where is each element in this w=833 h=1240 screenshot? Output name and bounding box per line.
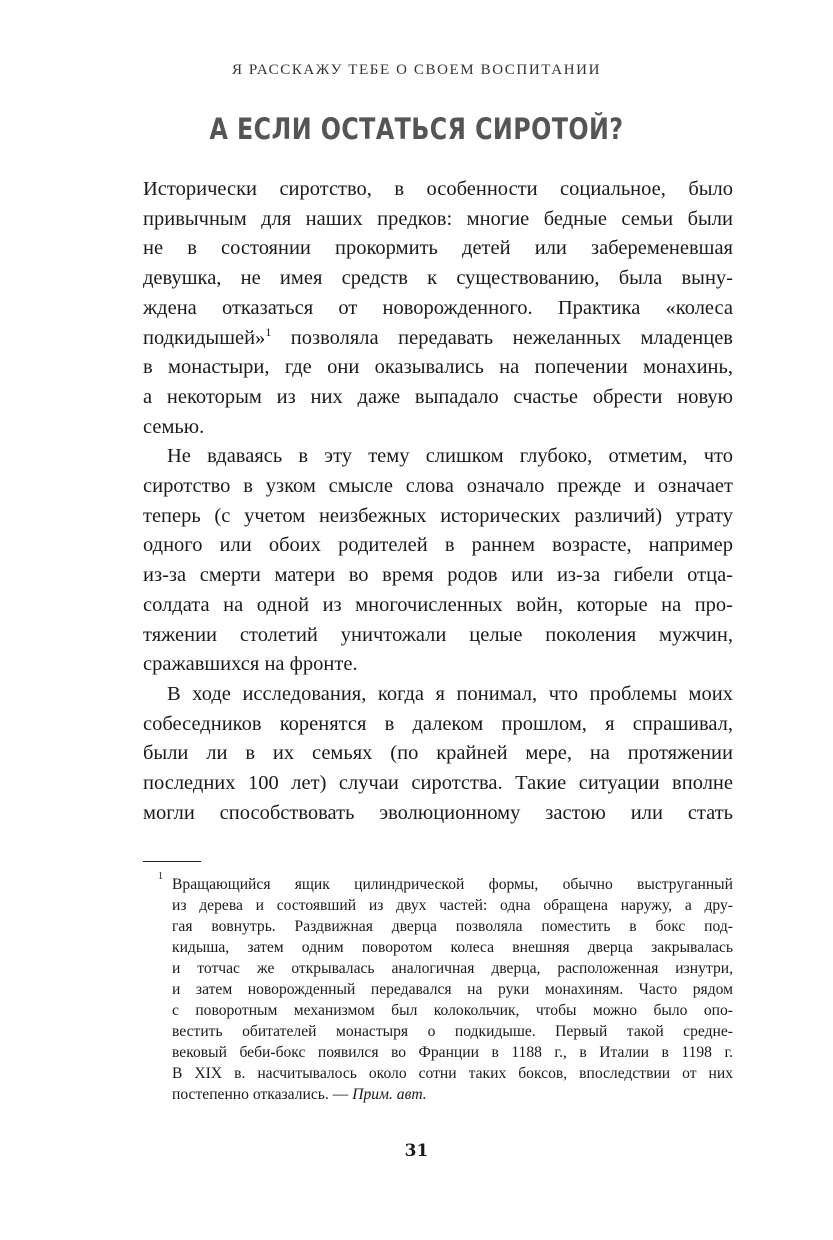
body-text bbox=[143, 175, 733, 828]
text-line: ждена отказаться от новорожденного. Практика «колеса bbox=[143, 296, 733, 319]
footnote-line: Вращающийся ящик цилиндрической формы, обычно выструганный bbox=[172, 876, 733, 893]
text-line: из-за смерти матери во время родов или из-за гибели отца- bbox=[143, 564, 733, 587]
text-line: подкидышей»$^1$ позволяла передавать нежеланных младенцев bbox=[143, 324, 733, 349]
text-line: собеседников коренятся в далеком прошлом, я спрашивал, bbox=[143, 712, 733, 735]
footnote-line: и затем новорожденный передавался на руки монахиням. Часто рядом bbox=[172, 981, 733, 998]
paragraph bbox=[143, 175, 733, 442]
footnote-line: кидыша, затем одним поворотом колеса внешняя дверца закрывалась bbox=[172, 939, 733, 956]
text-line: тяжении столетий уничтожали целые поколения мужчин, bbox=[143, 623, 733, 646]
text-line: последних 100 лет) случаи сиротства. Такие ситуации вполне bbox=[143, 772, 733, 795]
footnote bbox=[158, 871, 733, 1105]
footnote-line: вестить обитателей монастыря о подкидыше. Первый такой средне- bbox=[172, 1023, 733, 1040]
footnote-reference[interactable]: 1 bbox=[265, 324, 272, 339]
paragraph bbox=[143, 680, 733, 829]
running-head: Я РАССКАЖУ ТЕБЕ О СВОЕМ ВОСПИТАНИИ bbox=[231, 62, 602, 78]
footnote-mark: 1 bbox=[158, 871, 163, 882]
footnote-line: В XIX в. насчитывалось около сотни таких боксов, впоследствии от них bbox=[172, 1065, 733, 1082]
text-line: солдата на одной из многочисленных войн, которые на про- bbox=[143, 593, 733, 616]
text-line: в монастыри, где они оказывались на попечении монахинь, bbox=[143, 356, 733, 379]
text-line: Не вдаваясь в эту тему слишком глубоко, отметим, что bbox=[167, 445, 733, 468]
text-line: были ли в их семьях (по крайней мере, на протяжении bbox=[143, 742, 733, 765]
chapter-title: А ЕСЛИ ОСТАТЬСЯ СИРОТОЙ? bbox=[209, 112, 624, 146]
page-number: 31 bbox=[404, 1141, 429, 1161]
text-line: сражавшихся на фронте. bbox=[143, 653, 358, 676]
text-line: а некоторым из них даже выпадало счастье обрести новую bbox=[143, 385, 733, 408]
text-line: сиротство в узком смысле слова означало прежде и означает bbox=[143, 475, 733, 498]
text-line: теперь (с учетом неизбежных исторических различий) утрату bbox=[143, 504, 733, 527]
text-line: могли способствовать эволюционному застою или стать bbox=[143, 801, 733, 824]
text-line: не в состоянии прокормить детей или забеременевшая bbox=[143, 237, 733, 260]
author-note-label: Прим. авт. bbox=[352, 1086, 427, 1103]
footnote-line: постепенно отказались. — Прим. авт. bbox=[172, 1086, 427, 1103]
text-line: Исторически сиротство, в особенности социальное, было bbox=[143, 178, 733, 200]
text-line: В ходе исследования, когда я понимал, что проблемы моих bbox=[167, 682, 733, 705]
footnote-line: вековый беби-бокс появился во Франции в 1188 г., в Италии в 1198 г. bbox=[172, 1044, 733, 1061]
footnote-line: гая вовнутрь. Раздвижная дверца позволяла поместить в бокс под- bbox=[172, 918, 733, 935]
text-line: одного или обоих родителей в раннем возрасте, например bbox=[143, 534, 733, 557]
paragraph bbox=[143, 442, 733, 680]
footnote-line: и тотчас же открывалась аналогичная дверца, расположенная изнутри, bbox=[172, 960, 733, 977]
footnote-divider bbox=[143, 861, 201, 862]
text-line: семью. bbox=[143, 415, 205, 438]
text-line: девушка, не имея средств к существованию, была выну- bbox=[143, 267, 733, 290]
footnote-line: из дерева и состоявший из двух частей: одна обращена наружу, а дру- bbox=[172, 897, 733, 914]
text-line: привычным для наших предков: многие бедные семьи были bbox=[143, 207, 733, 230]
footnote-line: с поворотным механизмом был колокольчик, чтобы можно было опо- bbox=[172, 1002, 733, 1019]
